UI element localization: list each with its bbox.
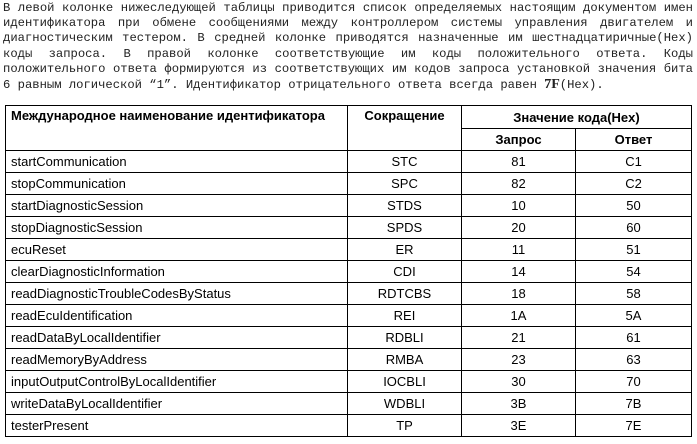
cell-request: 14: [462, 261, 576, 283]
table-row: [6, 195, 692, 217]
header-name: Международное наименование идентификатора: [6, 106, 348, 151]
negative-response-code: 7F: [544, 77, 560, 93]
cell-name: stopCommunication: [6, 173, 348, 195]
cell-response: 51: [576, 239, 692, 261]
table-row: [6, 151, 692, 173]
cell-abbr: REI: [348, 305, 462, 327]
cell-request: 3B: [462, 393, 576, 415]
cell-abbr: RMBA: [348, 349, 462, 371]
table-row: [6, 173, 692, 195]
cell-request: 11: [462, 239, 576, 261]
cell-name: testerPresent: [6, 415, 348, 437]
table-row: [6, 239, 692, 261]
cell-response: 7E: [576, 415, 692, 437]
intro-text-end: (Hex).: [559, 78, 604, 93]
cell-response: 63: [576, 349, 692, 371]
cell-abbr: IOCBLI: [348, 371, 462, 393]
cell-abbr: CDI: [348, 261, 462, 283]
table-row: [6, 393, 692, 415]
cell-name: startDiagnosticSession: [6, 195, 348, 217]
cell-request: 1A: [462, 305, 576, 327]
cell-name: readDataByLocalIdentifier: [6, 327, 348, 349]
cell-abbr: STDS: [348, 195, 462, 217]
table-row: [6, 261, 692, 283]
cell-response: 61: [576, 327, 692, 349]
table-row: [6, 349, 692, 371]
cell-response: 58: [576, 283, 692, 305]
header-request: Запрос: [462, 129, 576, 151]
cell-response: 7B: [576, 393, 692, 415]
table-row: [6, 371, 692, 393]
cell-abbr: WDBLI: [348, 393, 462, 415]
cell-name: readDiagnosticTroubleCodesByStatus: [6, 283, 348, 305]
cell-name: writeDataByLocalIdentifier: [6, 393, 348, 415]
intro-text: В левой колонке нижеследующей таблицы приводится список определяемых настоящим документом имен идентификатора при обмене сообщениями между контроллером системы управления двигателем и диагностическим тестером. В средней колонке приводятся назначенные им шестнадцатиричные(Hex) коды запроса. В правой колонке соответствующие им коды положительного ответа. Коды положительного ответа формируются из соответствующих им кодов запроса установкой значения бита 6 равным логической “1”. Идентификатор отрицательного ответа всегда равен: [3, 1, 693, 93]
table-row: [6, 327, 692, 349]
header-response: Ответ: [576, 129, 692, 151]
intro-paragraph: [3, 1, 693, 93]
table-row: [6, 305, 692, 327]
cell-name: readMemoryByAddress: [6, 349, 348, 371]
header-code-group: Значение кода(Hex): [462, 106, 692, 129]
cell-request: 18: [462, 283, 576, 305]
cell-request: 20: [462, 217, 576, 239]
cell-abbr: ER: [348, 239, 462, 261]
cell-request: 3E: [462, 415, 576, 437]
cell-request: 23: [462, 349, 576, 371]
cell-response: 70: [576, 371, 692, 393]
cell-name: stopDiagnosticSession: [6, 217, 348, 239]
cell-name: startCommunication: [6, 151, 348, 173]
cell-request: 30: [462, 371, 576, 393]
header-abbr: Сокращение: [348, 106, 462, 151]
table-row: [6, 283, 692, 305]
cell-request: 21: [462, 327, 576, 349]
cell-response: C1: [576, 151, 692, 173]
table-row: [6, 217, 692, 239]
cell-request: 82: [462, 173, 576, 195]
identifier-codes-table: [5, 105, 692, 437]
cell-abbr: RDTCBS: [348, 283, 462, 305]
cell-abbr: SPDS: [348, 217, 462, 239]
cell-name: clearDiagnosticInformation: [6, 261, 348, 283]
cell-abbr: TP: [348, 415, 462, 437]
cell-abbr: RDBLI: [348, 327, 462, 349]
cell-response: 5A: [576, 305, 692, 327]
cell-request: 81: [462, 151, 576, 173]
cell-response: 50: [576, 195, 692, 217]
cell-response: 60: [576, 217, 692, 239]
cell-abbr: STC: [348, 151, 462, 173]
cell-name: inputOutputControlByLocalIdentifier: [6, 371, 348, 393]
cell-name: ecuReset: [6, 239, 348, 261]
cell-response: 54: [576, 261, 692, 283]
cell-request: 10: [462, 195, 576, 217]
cell-response: C2: [576, 173, 692, 195]
cell-abbr: SPC: [348, 173, 462, 195]
cell-name: readEcuIdentification: [6, 305, 348, 327]
table-row: [6, 415, 692, 437]
